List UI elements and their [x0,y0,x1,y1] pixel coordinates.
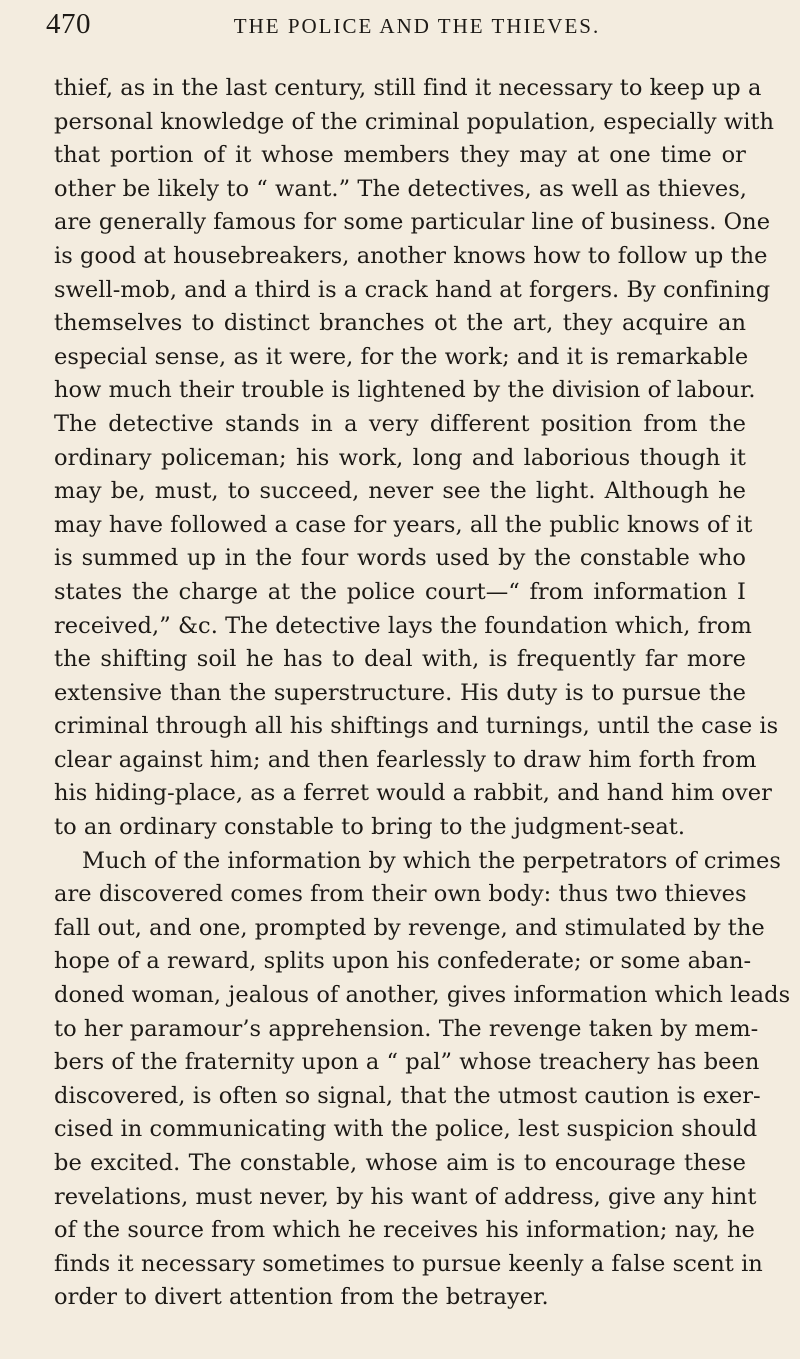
text-line: his hiding-place, as a ferret would a rabbit, and hand him over [54,780,772,807]
text-line: The detective stands in a very different position from the [54,410,746,437]
text-line: especial sense, as it were, for the work; and it is remarkable [54,343,749,370]
text-line: is good at housebreakers, another knows how to follow up the [54,242,768,269]
text-line: may have followed a case for years, all the public knows of it [54,511,753,538]
text-line: be excited. The constable, whose aim is to encourage these [54,1150,746,1176]
text-line: clear against him; and then fearlessly to draw him forth from [54,746,757,773]
running-title: THE POLICE AND THE THIEVES. [233,14,601,38]
body-text [54,72,791,1315]
page-number: 470 [46,8,91,40]
text-line: are generally famous for some particular line of business. One [54,209,771,236]
text-line: bers of the fraternity upon a “ pal” whose treachery has been [54,1049,760,1076]
text-line: to an ordinary constable to bring to the judgment-seat. [54,814,686,841]
text-line: is summed up in the four words used by the constable who [54,545,746,572]
text-line: are discovered comes from their own body: thus two thieves [54,881,747,908]
text-line: discovered, is often so signal, that the utmost caution is exer- [54,1082,761,1109]
text-line: of the source from which he receives his information; nay, he [54,1217,755,1244]
running-head [46,6,744,46]
text-line: finds it necessary sometimes to pursue keenly a false scent in [54,1250,763,1277]
text-line: personal knowledge of the criminal population, especially with [54,108,775,135]
text-line: how much their trouble is lightened by the division of labour. [54,377,756,404]
text-line: themselves to distinct branches ot the art, they acquire an [54,310,746,337]
text-line: thief, as in the last century, still find it necessary to keep up a [54,75,762,101]
text-line: fall out, and one, prompted by revenge, and stimulated by the [54,914,765,941]
text-line: hope of a reward, splits upon his confederate; or some aban- [54,948,752,975]
text-line: other be likely to “ want.” The detectives, as well as thieves, [54,175,748,202]
text-line: that portion of it whose members they may at one time or [54,142,746,169]
text-line: revelations, must never, by his want of address, give any hint [54,1183,757,1210]
text-line: ordinary policeman; his work, long and laborious though it [54,444,746,471]
text-line: order to divert attention from the betrayer. [54,1284,549,1311]
text-line: swell-mob, and a third is a crack hand at forgers. By confining [54,276,771,303]
text-line: Much of the information by which the perpetrators of crimes [82,847,781,874]
text-line: the shifting soil he has to deal with, is frequently far more [54,646,746,673]
text-line: extensive than the superstructure. His duty is to pursue the [54,679,746,706]
text-line: cised in communicating with the police, lest suspicion should [54,1116,758,1143]
text-line: criminal through all his shiftings and turnings, until the case is [54,713,779,740]
text-line: doned woman, jealous of another, gives information which leads [54,982,791,1009]
text-line: to her paramour’s apprehension. The revenge taken by mem- [54,1015,759,1042]
text-line: may be, must, to succeed, never see the light. Although he [54,478,746,505]
text-line: received,” &c. The detective lays the foundation which, from [54,612,752,639]
text-line: states the charge at the police court—“ from information I [54,578,746,605]
